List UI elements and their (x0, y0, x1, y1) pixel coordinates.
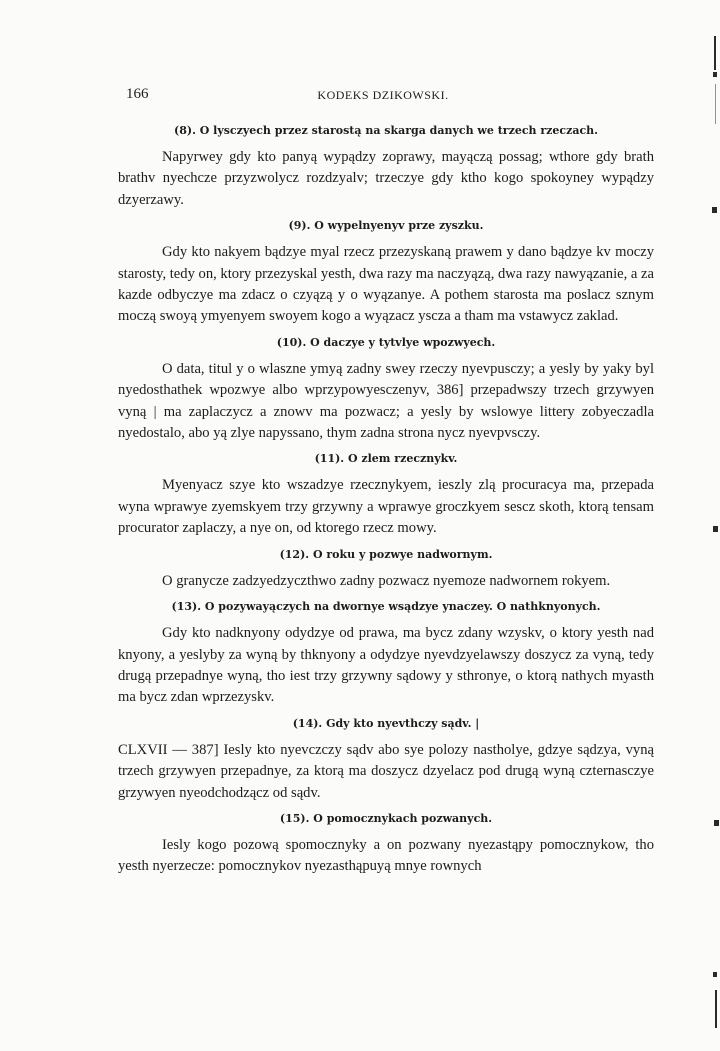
scan-mark (714, 820, 719, 826)
page-body (118, 118, 654, 878)
section-text: Iesly kogo pozową spomocznyky a on pozwany nyezastąpy pomocznykow, tho yesth nyerzecze: pomocznykov nyezasthąpuyą mnye rownych (118, 836, 654, 875)
section-text: CLXVII — 387] Iesly kto nyevczczy sądv abo sye polozy nastholye, gdzye sądzya, vyną trzech grzywyen przepadnye, za ktorą ma doszycz dzyelacz pod drugą wyną czternasczye grzywyen nyeodchodząсz od sądv. (118, 741, 654, 801)
section-heading: (12). O roku y pozwye nadwornym. (279, 547, 493, 561)
scan-mark (715, 990, 717, 1028)
section-text: O data, titul y o wlaszne ymyą zadny swey rzeczy nyevpusczy; a yesly by yaky byl nyedosthathek wpozwye albo wprzypowyesczenyv, 386] przepadwszy trzech grzywyen vyną | ma zaplaczycz a znowv ma pozwacz; a yesly by wslowye littery zobyeczadla nyedostalo, abo yą zlye napyssano, thym zadna strona nycz nyevpvsczy. (118, 360, 654, 442)
scan-mark (713, 972, 717, 977)
section-heading: (10). O daczye y tytvlye wpozwyech. (276, 335, 496, 349)
section-heading: (9). O wypelnyenyv prze zyszku. (288, 219, 484, 233)
section-heading: (8). O lysczyech przez starostą na skarga danych we trzech rzeczach. (174, 124, 598, 137)
section-heading: (13). O pozywayączych na dwornye wsądzye ynaczey. O nathknyonych. (171, 600, 601, 614)
section-text: Gdy kto nakyem bądzye myal rzecz przezyskaną prawem y dano bądzye kv moczy starosty, tedy on, ktory przezyskal yesth, dwa razy ma naczyązą, dwa razy nawyązanie, a za kazde odbyczye ma zdacz o czyązą y o wyązanye. A pothem starosta ma poslacz sznym moczą swoyą ymyenyem swoyem kogo a wyązacz yscza a tham ma vstawycz zaklad. (118, 244, 654, 325)
scan-mark (712, 207, 717, 213)
page-number: 166 (126, 86, 149, 102)
section-text: Myenyacz szye kto wszadzye rzecznykyem, ieszly zlą procuracya ma, przepada wyna wprawye zyemskyem trzy grzywny a wprawye groczkyem sescz skoth, ktorą tensam procurator zaplaczy, a nye on, od ktorego rzecz mowy. (118, 477, 654, 537)
section-heading: (15). O pomocznykach pozwanych. (279, 811, 493, 825)
page-header (118, 86, 648, 108)
section-heading: (11). O zlem rzecznykv. (314, 452, 458, 466)
scan-mark (715, 84, 716, 124)
scan-mark (714, 36, 716, 70)
scan-mark (713, 526, 718, 532)
scan-mark (713, 72, 717, 77)
section-text: O granycze zadzyedzyczthwo zadny pozwacz nyemoze nadwornem rokyem. (162, 572, 611, 589)
running-title: KODEKS DZIKOWSKI. (317, 88, 449, 102)
section-text: Napyrwey gdy kto panyą wypądzy zoprawy, mayączą possag; wthore gdy brath brathv nyechcze przyzwolycz rozdzyalv; trzeczye gdy ktho kogo spokoyney wypądzy dzyerzawy. (118, 149, 654, 208)
section-heading: (14). Gdy kto nyevthczy sądv. | (292, 716, 480, 730)
section-text: Gdy kto nadknyony odydzye od prawa, ma bycz zdany wzyskv, o ktory yesth nad knyony, a yeslyby za wyną by thknyony a odydzye nyevdzyelawszy doszycz za vyną, tedy drugą przepadnye wyną, tho iest trzy grzywny sądowy y sthronye, o ktorą nathych myasth ma bycz zdan wprzezyskv. (118, 625, 654, 706)
